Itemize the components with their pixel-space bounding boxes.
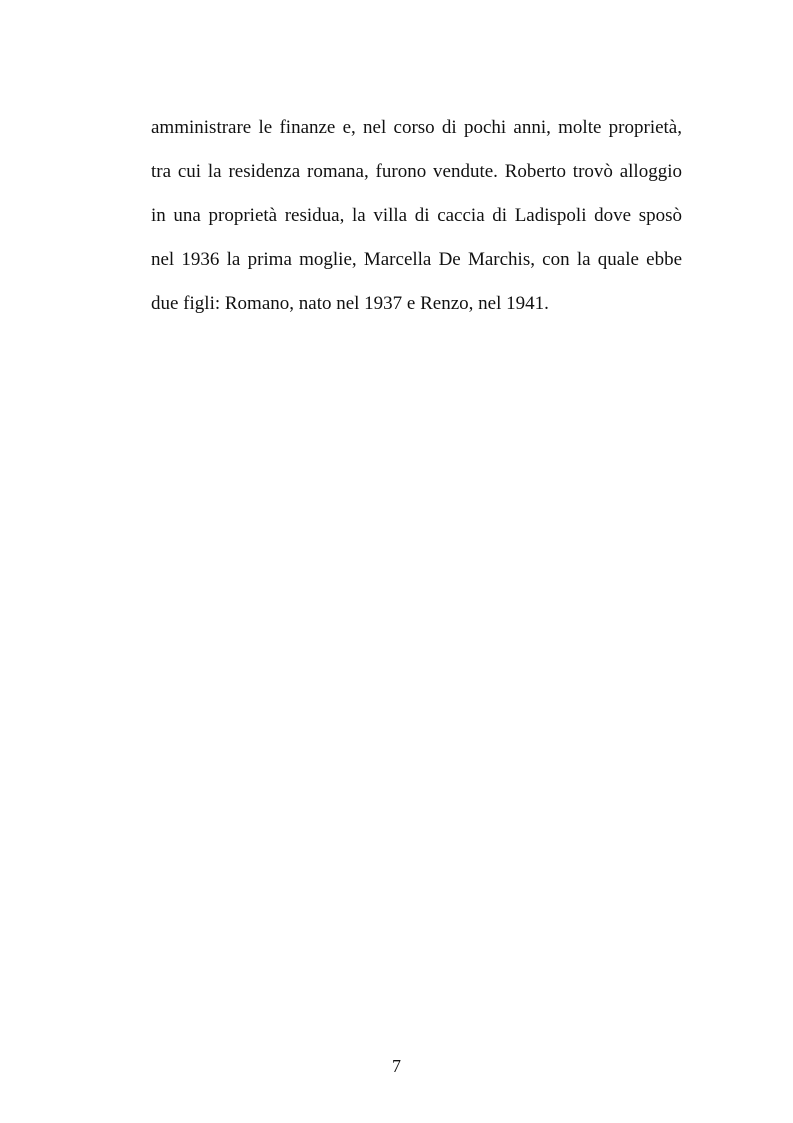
body-paragraph [151,110,682,330]
paragraph-line: due figli: Romano, nato nel 1937 e Renzo, nel 1941. [151,293,549,314]
paragraph-line: in una proprietà residua, la villa di caccia di Ladispoli dove sposò [151,205,682,226]
paragraph-line: nel 1936 la prima moglie, Marcella De Marchis, con la quale ebbe [151,249,682,270]
paragraph-line: tra cui la residenza romana, furono vendute. Roberto trovò alloggio [151,161,682,182]
page-number: 7 [392,1056,401,1076]
paragraph-line: amministrare le finanze e, nel corso di pochi anni, molte proprietà, [151,117,682,138]
